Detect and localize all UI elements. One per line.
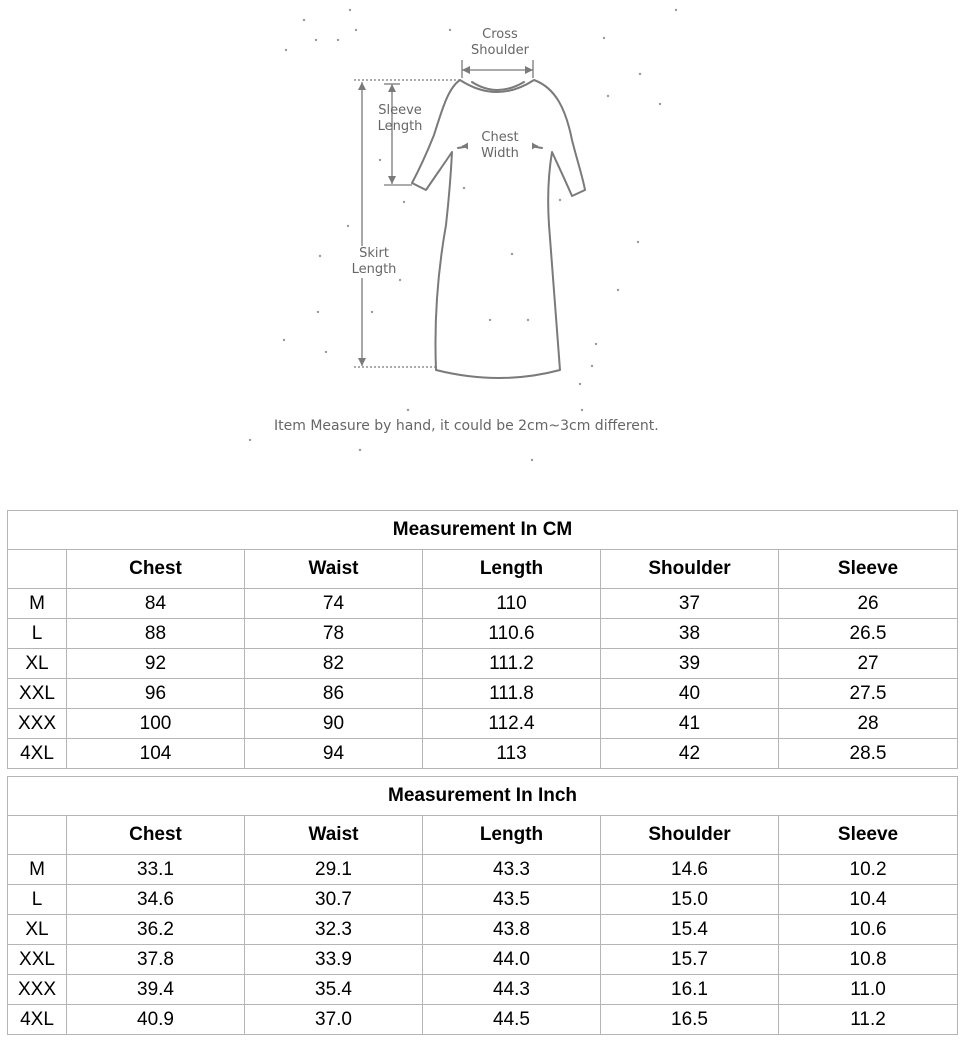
table-row: [8, 739, 958, 769]
table-cell: 39.4: [67, 975, 245, 1005]
table-row: [8, 855, 958, 885]
table-cell: 26.5: [779, 619, 958, 649]
size-label: XL: [8, 915, 67, 945]
table-header-row: [8, 816, 958, 855]
table-cell: 10.2: [779, 855, 958, 885]
size-label: XXX: [8, 975, 67, 1005]
table-cell: 92: [67, 649, 245, 679]
size-label: M: [8, 855, 67, 885]
table-cell: 35.4: [245, 975, 423, 1005]
table-cell: 28.5: [779, 739, 958, 769]
table-cell: 44.5: [423, 1005, 601, 1035]
column-header: Chest: [67, 550, 245, 589]
table-cell: 16.5: [601, 1005, 779, 1035]
table-cell: 38: [601, 619, 779, 649]
header-corner: [8, 816, 67, 855]
table-cell: 27: [779, 649, 958, 679]
column-header: Sleeve: [779, 816, 958, 855]
table-cell: 84: [67, 589, 245, 619]
table-cell: 104: [67, 739, 245, 769]
table-cell: 10.8: [779, 945, 958, 975]
speckle-dots: [249, 9, 677, 461]
size-label: M: [8, 589, 67, 619]
table-cell: 32.3: [245, 915, 423, 945]
size-label: XL: [8, 649, 67, 679]
table-title: Measurement In CM: [8, 511, 958, 550]
table-cell: 33.1: [67, 855, 245, 885]
table-row: [8, 1005, 958, 1035]
size-label: 4XL: [8, 739, 67, 769]
column-header: Length: [423, 816, 601, 855]
table-cell: 88: [67, 619, 245, 649]
header-corner: [8, 550, 67, 589]
skirt-length-label-line2: Length: [351, 262, 397, 277]
column-header: Chest: [67, 816, 245, 855]
table-cell: 44.3: [423, 975, 601, 1005]
table-title-row: [8, 511, 958, 550]
column-header: Shoulder: [601, 550, 779, 589]
table-cell: 112.4: [423, 709, 601, 739]
table-row: [8, 619, 958, 649]
cross-shoulder-label: [458, 27, 542, 59]
table-row: [8, 709, 958, 739]
measurement-diagram: [0, 0, 962, 480]
table-cell: 96: [67, 679, 245, 709]
table-cell: 43.3: [423, 855, 601, 885]
table-cell: 27.5: [779, 679, 958, 709]
table-cell: 43.5: [423, 885, 601, 915]
size-label: L: [8, 619, 67, 649]
table-cell: 15.4: [601, 915, 779, 945]
dress-outline: [412, 80, 585, 378]
table-cell: 37.8: [67, 945, 245, 975]
table-cell: 10.6: [779, 915, 958, 945]
skirt-length-label: [342, 246, 406, 278]
table-cell: 28: [779, 709, 958, 739]
table-cell: 44.0: [423, 945, 601, 975]
column-header: Waist: [245, 550, 423, 589]
table-cell: 90: [245, 709, 423, 739]
table-row: [8, 915, 958, 945]
sleeve-length-label-line1: Sleeve: [378, 103, 422, 118]
sleeve-length-label: [368, 103, 432, 135]
size-label: 4XL: [8, 1005, 67, 1035]
table-cell: 40.9: [67, 1005, 245, 1035]
table-cell: 94: [245, 739, 423, 769]
table-row: [8, 589, 958, 619]
chest-width-label: [468, 130, 532, 162]
table-cell: 100: [67, 709, 245, 739]
table-cell: 36.2: [67, 915, 245, 945]
table-cell: 14.6: [601, 855, 779, 885]
size-label: L: [8, 885, 67, 915]
cross-shoulder-label-line2: Shoulder: [471, 43, 529, 58]
table-cell: 78: [245, 619, 423, 649]
sleeve-length-label-line2: Length: [377, 119, 423, 134]
size-label: XXX: [8, 709, 67, 739]
cross-shoulder-label-line1: Cross: [482, 27, 518, 42]
table-cell: 39: [601, 649, 779, 679]
table-cell: 26: [779, 589, 958, 619]
table-cell: 11.0: [779, 975, 958, 1005]
measure-note: Item Measure by hand, it could be 2cm~3cm different.: [274, 418, 659, 434]
table-cell: 82: [245, 649, 423, 679]
table-cell: 74: [245, 589, 423, 619]
table-cell: 11.2: [779, 1005, 958, 1035]
table-cell: 37.0: [245, 1005, 423, 1035]
table-row: [8, 679, 958, 709]
table-row: [8, 975, 958, 1005]
column-header: Shoulder: [601, 816, 779, 855]
table-cell: 34.6: [67, 885, 245, 915]
table-header-row: [8, 550, 958, 589]
table-cell: 15.7: [601, 945, 779, 975]
table-cell: 110: [423, 589, 601, 619]
table-row: [8, 885, 958, 915]
table-cell: 10.4: [779, 885, 958, 915]
column-header: Length: [423, 550, 601, 589]
chest-width-label-line1: Chest: [481, 130, 519, 145]
table-title-row: [8, 777, 958, 816]
table-cell: 40: [601, 679, 779, 709]
table-cell: 33.9: [245, 945, 423, 975]
table-cell: 16.1: [601, 975, 779, 1005]
table-cell: 113: [423, 739, 601, 769]
table-cell: 30.7: [245, 885, 423, 915]
chest-width-label-line2: Width: [481, 146, 519, 161]
table-cell: 110.6: [423, 619, 601, 649]
dress-illustration: [0, 0, 962, 480]
table-cell: 42: [601, 739, 779, 769]
table-cell: 15.0: [601, 885, 779, 915]
table-cell: 86: [245, 679, 423, 709]
size-table-inch: [7, 776, 958, 1035]
size-label: XXL: [8, 945, 67, 975]
table-row: [8, 649, 958, 679]
column-header: Waist: [245, 816, 423, 855]
size-label: XXL: [8, 679, 67, 709]
table-cell: 111.8: [423, 679, 601, 709]
table-row: [8, 945, 958, 975]
size-table-cm: [7, 510, 958, 769]
skirt-length-label-line1: Skirt: [359, 246, 389, 261]
table-cell: 43.8: [423, 915, 601, 945]
table-cell: 37: [601, 589, 779, 619]
table-cell: 41: [601, 709, 779, 739]
table-title: Measurement In Inch: [8, 777, 958, 816]
table-cell: 111.2: [423, 649, 601, 679]
column-header: Sleeve: [779, 550, 958, 589]
table-cell: 29.1: [245, 855, 423, 885]
